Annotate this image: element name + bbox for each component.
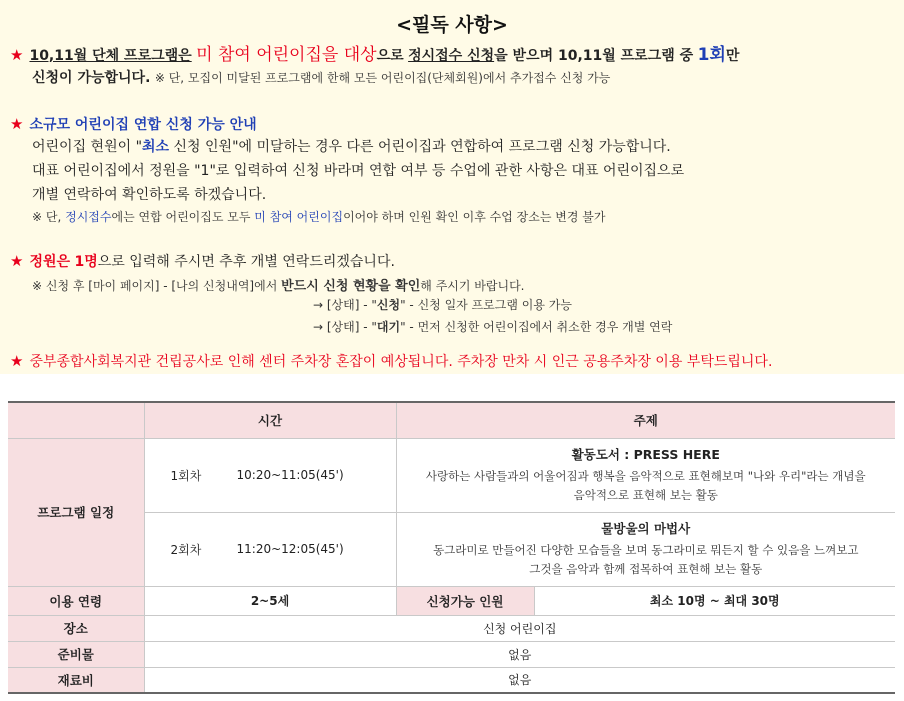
age-label: 이용 연령 [8, 586, 144, 615]
session-2-desc-2: 그것을 음악과 함께 접목하여 표현해 보는 활동 [529, 562, 763, 576]
material-fee-value: 없음 [144, 667, 895, 693]
table-row [8, 586, 895, 615]
item2-n5: 이어야 하며 인원 확인 이후 수업 장소는 변경 불가 [343, 210, 606, 224]
item1-once: 1회 [697, 45, 726, 65]
place-value: 신청 어린이집 [144, 615, 895, 641]
item1-note: ※ 단, 모집이 미달된 프로그램에 한해 모든 어린이집(단체회원)에서 추가접수 신청 가능 [154, 71, 611, 85]
item2-min: 최소 [142, 139, 170, 155]
session-2-title: 물방울의 마법사 [601, 521, 691, 536]
item3-s1c: " - 신청 일자 프로그램 이용 가능 [400, 298, 572, 312]
item2-n1: ※ 단, [32, 210, 62, 224]
notice-item-1-cont [32, 67, 610, 87]
age-value: 2~5세 [144, 586, 396, 615]
item1-part-c: 으로 [376, 48, 404, 64]
item3-one-person: 1명 [74, 254, 98, 270]
capacity-label: 신청가능 인원 [396, 586, 534, 615]
material-fee-label: 재료비 [8, 667, 144, 693]
item3-n3: 해 주시기 바랍니다. [420, 279, 525, 293]
item3-s2b: 대기 [376, 320, 401, 334]
item3-status-wait [313, 318, 672, 335]
supplies-value: 없음 [144, 641, 895, 667]
item3-s2a: → [상태] - " [313, 320, 377, 334]
table-row [8, 641, 895, 667]
item2-n4: 미 참여 어린이집 [254, 210, 344, 224]
header-time: 시간 [144, 402, 396, 438]
item1-regular-apply: 정시접수 신청 [408, 48, 495, 64]
notice-item-4 [10, 351, 772, 371]
session-2-topic-cell [396, 512, 895, 586]
session-2-no: 2회차 [170, 542, 202, 557]
item3-a: 정원은 [29, 254, 71, 270]
session-2-time-cell [144, 512, 396, 586]
table-row [8, 438, 895, 512]
header-topic: 주제 [396, 402, 895, 438]
header-blank [8, 402, 144, 438]
item3-n1: ※ 신청 후 [마이 페이지] - [나의 신청내역]에서 [32, 279, 278, 293]
notice-item-2 [10, 114, 257, 134]
session-1-time: 10:20~11:05(45') [236, 468, 344, 482]
item1-part-e: 을 받으며 10,11월 프로그램 중 [494, 48, 694, 64]
notice-title: <필독 사항> [396, 14, 508, 36]
table-header-row [8, 402, 895, 438]
item3-s2c: " - 먼저 신청한 어린이집에서 취소한 경우 개별 연락 [400, 320, 673, 334]
session-1-no: 1회차 [170, 468, 202, 483]
star-icon: ★ [10, 46, 24, 64]
star-icon: ★ [10, 115, 24, 133]
item2-l1c: 신청 인원"에 미달하는 경우 다른 어린이집과 연합하여 프로그램 신청 가능합니다. [169, 139, 671, 155]
program-table [8, 401, 895, 694]
item3-n2: 반드시 신청 현황을 확인 [281, 279, 421, 294]
session-2-time: 11:20~12:05(45') [236, 542, 344, 556]
item3-s1a: → [상태] - " [313, 298, 377, 312]
item2-line-2: 대표 어린이집에서 정원을 "1"로 입력하여 신청 바라며 연합 여부 등 수업에 관한 사항은 대표 어린이집으로 [32, 163, 685, 179]
item3-c: 으로 입력해 주시면 추후 개별 연락드리겠습니다. [97, 254, 395, 270]
item3-status-apply [313, 296, 572, 313]
item2-n2: 정시접수 [65, 210, 112, 224]
star-icon: ★ [10, 352, 24, 370]
session-1-title: 활동도서 : PRESS HERE [571, 447, 720, 462]
session-2-desc-1: 동그라미로 만들어진 다양한 모습들을 보며 동그라미로 뭐든지 할 수 있음을 느껴보고 [433, 543, 859, 557]
item1-part-g: 만 [725, 48, 740, 64]
item1-part-h: 신청이 가능합니다. [32, 70, 151, 86]
session-1-topic-cell [396, 438, 895, 512]
session-1-desc-2: 음악적으로 표현해 보는 활동 [573, 488, 718, 502]
item4-parking: 중부종합사회복지관 건립공사로 인해 센터 주차장 혼잡이 예상됩니다. 주차장 만차 시 인근 공용주차장 이용 부탁드립니다. [29, 354, 773, 370]
notice-item-1 [10, 40, 739, 65]
item1-part-a: 10,11월 단체 프로그램은 [29, 48, 192, 64]
item3-s1b: 신청 [376, 298, 401, 312]
item2-line-3: 개별 연락하여 확인하도록 하겠습니다. [32, 187, 267, 203]
session-1-desc-1: 사랑하는 사람들과의 어울어짐과 행복을 음악적으로 표현해보며 "나와 우리"라는 개념을 [425, 469, 866, 483]
item2-note [32, 208, 605, 225]
capacity-value: 최소 10명 ~ 최대 30명 [534, 586, 895, 615]
item1-highlight-target: 미 참여 어린이집을 대상 [196, 45, 377, 65]
item2-line-1 [32, 136, 671, 156]
supplies-label: 준비물 [8, 641, 144, 667]
star-icon: ★ [10, 252, 24, 270]
table-row [8, 667, 895, 693]
item2-l1a: 어린이집 현원이 " [32, 139, 143, 155]
notice-item-3 [10, 251, 395, 271]
session-1-time-cell [144, 438, 396, 512]
program-schedule-label: 프로그램 일정 [8, 438, 144, 586]
table-row [8, 615, 895, 641]
item2-heading: 소규모 어린이집 연합 신청 가능 안내 [29, 117, 257, 133]
item2-n3: 에는 연합 어린이집도 모두 [111, 210, 251, 224]
item3-note [32, 275, 524, 294]
place-label: 장소 [8, 615, 144, 641]
